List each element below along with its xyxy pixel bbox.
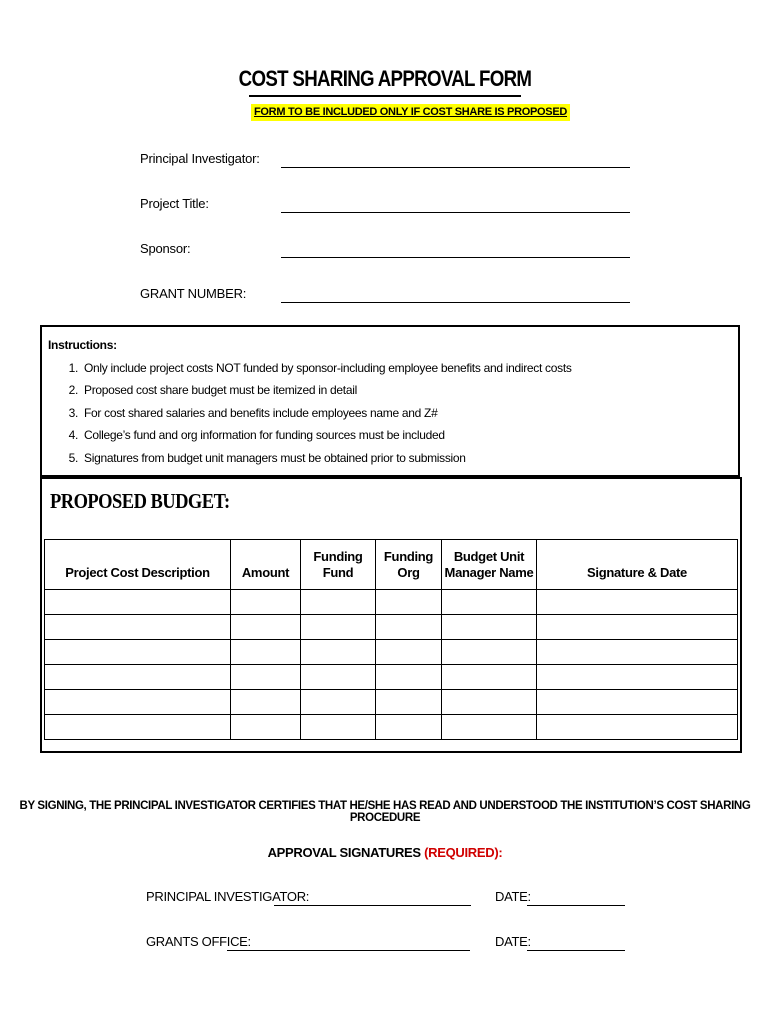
column-header-bottom: Signature & Date bbox=[587, 565, 687, 580]
table-cell[interactable] bbox=[231, 640, 301, 665]
column-header bbox=[537, 540, 738, 590]
instruction-number: 2. bbox=[68, 383, 78, 397]
instruction-number: 5. bbox=[68, 451, 78, 465]
pi-signature-label: PRINCIPAL INVESTIGATOR: bbox=[146, 889, 310, 904]
column-header-top bbox=[537, 549, 737, 565]
column-header-bottom: Manager Name bbox=[444, 565, 534, 580]
table-cell[interactable] bbox=[376, 715, 442, 740]
grant-number-label: GRANT NUMBER: bbox=[140, 286, 247, 301]
table-cell[interactable] bbox=[231, 615, 301, 640]
column-header bbox=[45, 540, 231, 590]
table-cell[interactable] bbox=[376, 690, 442, 715]
table-cell[interactable] bbox=[231, 590, 301, 615]
table-row bbox=[45, 590, 738, 615]
column-header-top: Budget Unit bbox=[453, 549, 525, 564]
certification-statement: BY SIGNING, THE PRINCIPAL INVESTIGATOR CERTIFIES THAT HE/SHE HAS READ AND UNDERSTOOD THE INSTITUTION’S COST SHARING PROCEDURE bbox=[19, 800, 751, 824]
grants-date-label: DATE: bbox=[495, 934, 531, 949]
table-cell[interactable] bbox=[537, 640, 738, 665]
column-header-bottom: Org bbox=[397, 565, 420, 580]
column-header-top: Funding bbox=[383, 549, 434, 564]
table-cell[interactable] bbox=[301, 665, 376, 690]
table-cell[interactable] bbox=[301, 640, 376, 665]
instructions-heading: Instructions: bbox=[48, 338, 117, 352]
column-header-bottom: Project Cost Description bbox=[65, 565, 210, 580]
column-header bbox=[301, 540, 376, 590]
table-cell[interactable] bbox=[442, 715, 537, 740]
sponsor-label: Sponsor: bbox=[140, 241, 191, 256]
column-header bbox=[231, 540, 301, 590]
table-cell[interactable] bbox=[442, 615, 537, 640]
grants-date-field[interactable] bbox=[527, 950, 625, 951]
column-header bbox=[442, 540, 537, 590]
table-cell[interactable] bbox=[442, 640, 537, 665]
table-cell[interactable] bbox=[301, 690, 376, 715]
table-cell[interactable] bbox=[301, 715, 376, 740]
instruction-text: College’s fund and org information for funding sources must be included bbox=[84, 428, 445, 442]
table-cell[interactable] bbox=[45, 590, 231, 615]
table-cell[interactable] bbox=[537, 590, 738, 615]
pi-field[interactable] bbox=[281, 167, 630, 168]
instruction-number: 3. bbox=[68, 406, 78, 420]
grant-number-field[interactable] bbox=[281, 302, 630, 303]
approval-label: APPROVAL SIGNATURES bbox=[267, 845, 421, 860]
instruction-text: Signatures from budget unit managers must be obtained prior to submission bbox=[84, 451, 466, 465]
column-header-bottom: Fund bbox=[322, 565, 354, 580]
column-header-bottom: Amount bbox=[241, 565, 290, 580]
column-header-top bbox=[231, 549, 300, 565]
pi-date-label: DATE: bbox=[495, 889, 531, 904]
grants-office-label: GRANTS OFFICE: bbox=[146, 934, 251, 949]
table-cell[interactable] bbox=[376, 590, 442, 615]
table-cell[interactable] bbox=[231, 665, 301, 690]
form-title: COST SHARING APPROVAL FORM bbox=[238, 66, 532, 91]
table-row bbox=[45, 640, 738, 665]
table-cell[interactable] bbox=[537, 665, 738, 690]
sponsor-field[interactable] bbox=[281, 257, 630, 258]
project-title-field[interactable] bbox=[281, 212, 630, 213]
budget-table bbox=[44, 539, 738, 740]
column-header-top: Funding bbox=[313, 549, 363, 564]
pi-label: Principal Investigator: bbox=[140, 151, 260, 166]
table-cell[interactable] bbox=[537, 690, 738, 715]
column-header-top bbox=[45, 549, 230, 565]
table-cell[interactable] bbox=[376, 640, 442, 665]
instruction-number: 4. bbox=[68, 428, 78, 442]
table-cell[interactable] bbox=[376, 615, 442, 640]
table-row bbox=[45, 715, 738, 740]
budget-heading: PROPOSED BUDGET: bbox=[50, 489, 230, 513]
table-cell[interactable] bbox=[537, 615, 738, 640]
table-cell[interactable] bbox=[45, 615, 231, 640]
grants-office-signature-field[interactable] bbox=[227, 950, 470, 951]
approval-heading bbox=[0, 845, 770, 860]
table-cell[interactable] bbox=[301, 615, 376, 640]
table-cell[interactable] bbox=[442, 690, 537, 715]
table-cell[interactable] bbox=[45, 640, 231, 665]
table-cell[interactable] bbox=[442, 665, 537, 690]
table-row bbox=[45, 615, 738, 640]
table-row bbox=[45, 690, 738, 715]
form-subtitle: FORM TO BE INCLUDED ONLY IF COST SHARE IS PROPOSED bbox=[251, 104, 570, 121]
budget-header-row bbox=[45, 540, 738, 590]
table-cell[interactable] bbox=[45, 715, 231, 740]
title-underline bbox=[249, 95, 521, 97]
table-cell[interactable] bbox=[45, 665, 231, 690]
table-cell[interactable] bbox=[45, 690, 231, 715]
instruction-text: Only include project costs NOT funded by sponsor-including employee benefits and indirect costs bbox=[84, 361, 572, 375]
table-cell[interactable] bbox=[442, 590, 537, 615]
table-cell[interactable] bbox=[231, 715, 301, 740]
table-cell[interactable] bbox=[231, 690, 301, 715]
pi-signature-field[interactable] bbox=[274, 905, 471, 906]
table-cell[interactable] bbox=[376, 665, 442, 690]
table-cell[interactable] bbox=[301, 590, 376, 615]
column-header bbox=[376, 540, 442, 590]
instruction-number: 1. bbox=[68, 361, 78, 375]
instruction-text: For cost shared salaries and benefits include employees name and Z# bbox=[84, 406, 438, 420]
table-cell[interactable] bbox=[537, 715, 738, 740]
pi-date-field[interactable] bbox=[527, 905, 625, 906]
project-title-label: Project Title: bbox=[140, 196, 209, 211]
table-row bbox=[45, 665, 738, 690]
instruction-text: Proposed cost share budget must be itemized in detail bbox=[84, 383, 357, 397]
required-marker: (REQUIRED): bbox=[424, 845, 503, 860]
